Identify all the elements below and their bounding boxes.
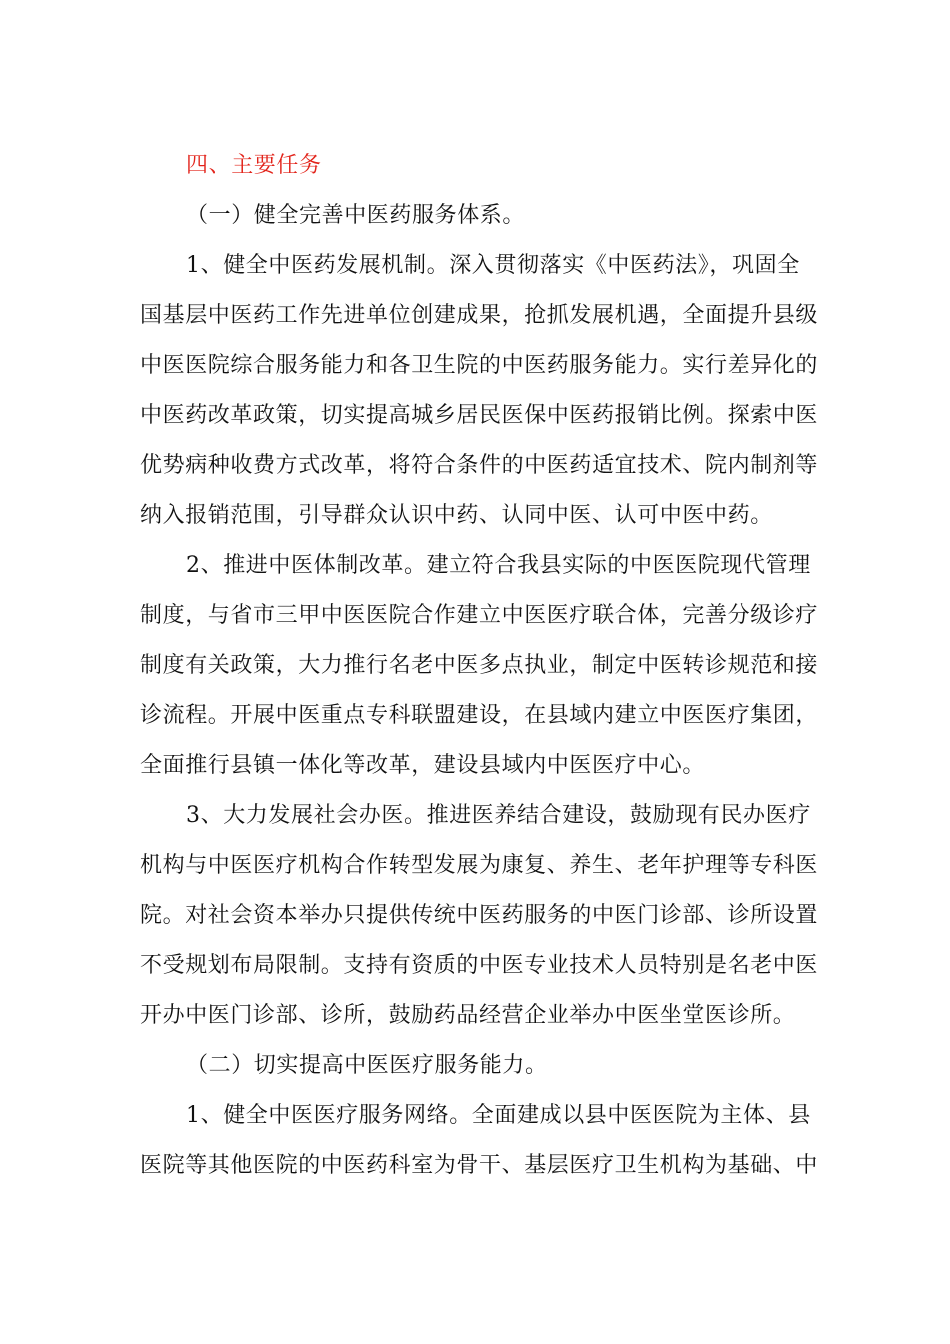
paragraph-line: 制度，与省市三甲中医医院合作建立中医医疗联合体，完善分级诊疗 [140,603,819,628]
paragraph-line: 机构与中医医疗机构合作转型发展为康复、养生、老年护理等专科医 [140,853,819,878]
paragraph-line: 制度有关政策，大力推行名老中医多点执业，制定中医转诊规范和接 [140,653,819,678]
subsection-title: （二）切实提高中医医疗服务能力。 [186,1053,548,1078]
paragraph-line: 不受规划布局限制。支持有资质的中医专业技术人员特别是名老中医 [140,953,819,978]
paragraph-line: 中医药改革政策，切实提高城乡居民医保中医药报销比例。探索中医 [140,403,819,428]
paragraph-line: 国基层中医药工作先进单位创建成果，抢抓发展机遇，全面提升县级 [140,303,819,328]
paragraph-line: 优势病种收费方式改革，将符合条件的中医药适宜技术、院内制剂等 [140,453,819,478]
paragraph-line: 中医医院综合服务能力和各卫生院的中医药服务能力。实行差异化的 [140,353,819,378]
section-heading: 四、主要任务 [186,153,322,178]
paragraph-line: 院。对社会资本举办只提供传统中医药服务的中医门诊部、诊所设置 [140,903,819,928]
paragraph-line: 全面推行县镇一体化等改革，建设县域内中医医疗中心。 [140,753,706,778]
paragraph-line: 2、推进中医体制改革。建立符合我县实际的中医医院现代管理 [186,553,811,578]
paragraph-line: 1、健全中医医疗服务网络。全面建成以县中医医院为主体、县 [186,1103,811,1128]
paragraph-line: 开办中医门诊部、诊所，鼓励药品经营企业举办中医坐堂医诊所。 [140,1003,796,1028]
paragraph-line: 1、健全中医药发展机制。深入贯彻落实《中医药法》，巩固全 [186,253,800,278]
paragraph-line: 3、大力发展社会办医。推进医养结合建设，鼓励现有民办医疗 [186,803,811,828]
subsection-title: （一）健全完善中医药服务体系。 [186,203,526,228]
paragraph-line: 诊流程。开展中医重点专科联盟建设，在县域内建立中医医疗集团， [140,703,819,728]
paragraph-line: 纳入报销范围，引导群众认识中药、认同中医、认可中医中药。 [140,503,773,528]
paragraph-line: 医院等其他医院的中医药科室为骨干、基层医疗卫生机构为基础、中 [140,1153,819,1178]
